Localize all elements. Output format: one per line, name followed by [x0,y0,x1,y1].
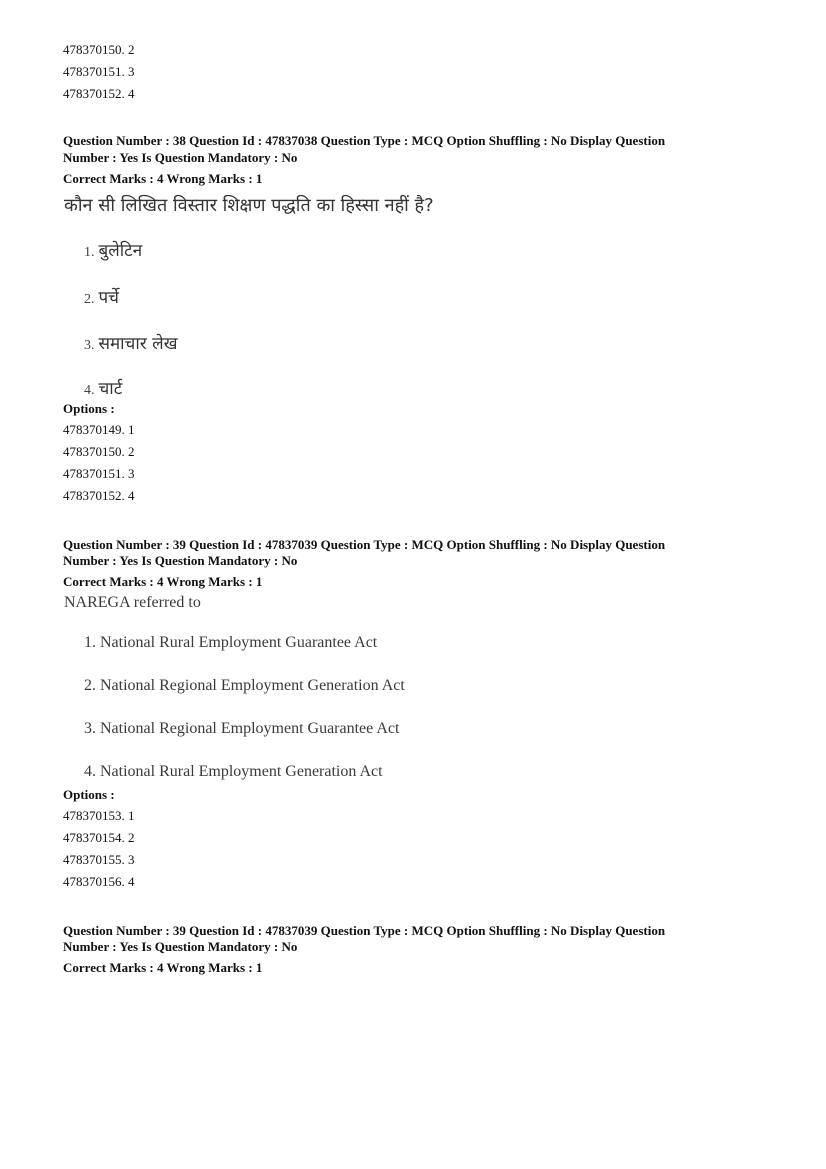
question-marks: Correct Marks : 4 Wrong Marks : 1 [63,171,263,186]
question-text: NAREGA referred to [64,594,201,611]
choice-item: 1. National Rural Employment Guarantee Act [84,634,378,651]
choice-item [84,285,119,308]
options-label: Options : [63,401,115,416]
option-line: 478370150. 2 [63,444,135,459]
question-header-line1: Question Number : 38 Question Id : 47837038 Question Type : MCQ Option Shuffling : No Display Question [63,133,666,148]
choice-number: 2. [84,292,95,307]
choice-item: 3. National Regional Employment Guarantee Act [84,720,400,737]
choice-number: 4. [84,383,95,398]
choice-item: 2. National Regional Employment Generation Act [84,677,405,694]
choice-text: चार्ट [98,379,123,399]
option-line: 478370150. 2 [63,42,135,57]
choice-item [84,376,122,399]
choice-text: समाचार लेख [98,334,178,354]
option-line: 478370156. 4 [63,874,135,889]
choice-item: 4. National Rural Employment Generation Act [84,763,383,780]
option-line: 478370149. 1 [63,422,135,437]
option-line: 478370154. 2 [63,830,135,845]
choice-text: बुलेटिन [98,241,143,261]
question-marks: Correct Marks : 4 Wrong Marks : 1 [63,574,263,589]
option-line: 478370152. 4 [63,488,135,503]
choice-number: 3. [84,338,95,353]
question-header-line2: Number : Yes Is Question Mandatory : No [63,150,298,165]
question-header-line2: Number : Yes Is Question Mandatory : No [63,553,298,568]
choice-item [84,331,178,354]
choice-item [84,238,142,261]
choice-text: पर्चे [98,288,119,308]
options-label: Options : [63,787,115,802]
option-line: 478370155. 3 [63,852,135,867]
option-line: 478370151. 3 [63,64,135,79]
question-header-line1: Question Number : 39 Question Id : 47837039 Question Type : MCQ Option Shuffling : No Display Question [63,923,666,938]
option-line: 478370153. 1 [63,808,135,823]
question-header-line2: Number : Yes Is Question Mandatory : No [63,939,298,954]
choice-number: 1. [84,245,95,260]
option-line: 478370151. 3 [63,466,135,481]
option-line: 478370152. 4 [63,86,135,101]
question-header-line1: Question Number : 39 Question Id : 47837039 Question Type : MCQ Option Shuffling : No Display Question [63,537,666,552]
question-marks: Correct Marks : 4 Wrong Marks : 1 [63,960,263,975]
question-text: कौन सी लिखित विस्तार शिक्षण पद्धति का हिस्सा नहीं है? [64,195,434,216]
